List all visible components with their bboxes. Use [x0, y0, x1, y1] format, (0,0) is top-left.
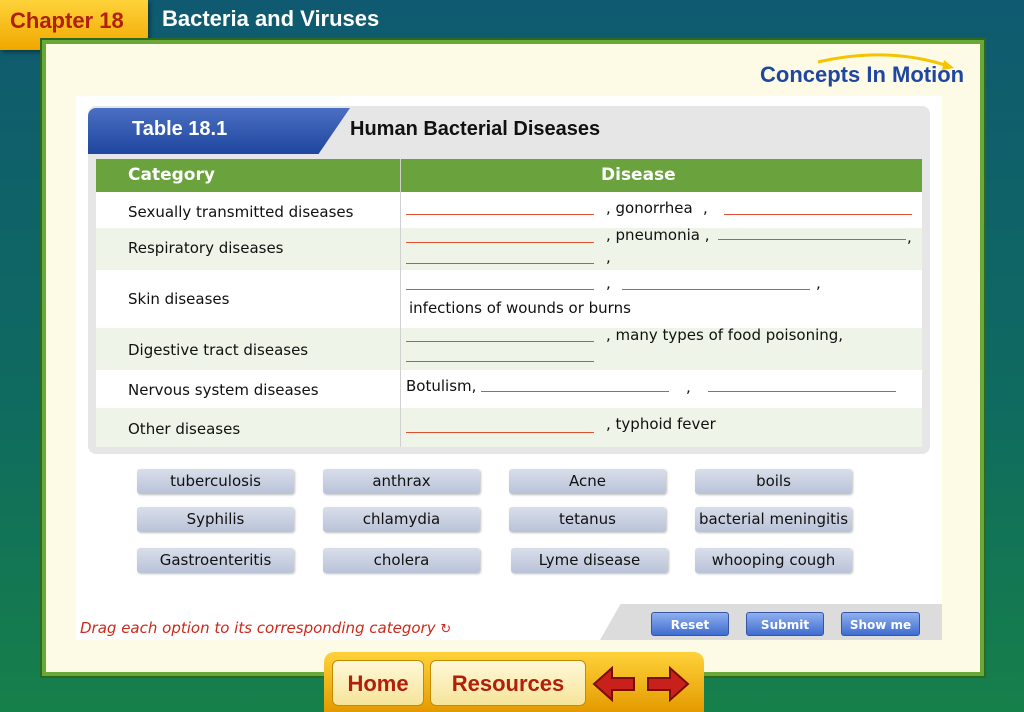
disease-text: ,: [907, 228, 912, 246]
drop-blank[interactable]: [708, 391, 896, 392]
disease-text: ,: [686, 378, 691, 396]
disease-text: ,: [606, 274, 611, 292]
option-tile[interactable]: anthrax: [323, 469, 480, 494]
table-title: Human Bacterial Diseases: [350, 118, 601, 140]
table-row: [96, 408, 922, 447]
drop-blank[interactable]: [406, 341, 594, 342]
disease-text: , typhoid fever: [606, 415, 716, 433]
refresh-icon: ↻: [440, 622, 452, 637]
logo-text: Concepts In Motion: [760, 62, 965, 87]
header-disease: Disease: [601, 165, 676, 185]
column-divider: [400, 159, 401, 447]
back-arrow-icon[interactable]: [590, 664, 638, 704]
category-label: Sexually transmitted diseases: [128, 203, 354, 221]
resources-button[interactable]: Resources: [430, 660, 586, 706]
option-tile[interactable]: chlamydia: [323, 507, 480, 532]
category-label: Digestive tract diseases: [128, 341, 309, 359]
category-label: Respiratory diseases: [128, 239, 284, 257]
drop-blank[interactable]: [406, 242, 594, 243]
disease-text: ,: [816, 274, 821, 292]
disease-text: Botulism,: [406, 377, 477, 395]
drop-blank[interactable]: [406, 263, 594, 264]
chapter-tab: Chapter 18: [0, 0, 148, 50]
instruction-line: [80, 619, 451, 637]
submit-button[interactable]: Submit: [746, 612, 824, 636]
reset-button[interactable]: Reset: [651, 612, 729, 636]
option-tile[interactable]: Lyme disease: [511, 548, 668, 573]
option-tile[interactable]: boils: [695, 469, 852, 494]
concepts-in-motion-logo: [758, 52, 974, 92]
home-button[interactable]: Home: [332, 660, 424, 706]
drop-blank[interactable]: [724, 214, 912, 215]
category-label: Skin diseases: [128, 290, 230, 308]
instruction-text: Drag each option to its corresponding category: [80, 619, 436, 637]
drop-blank[interactable]: [406, 432, 594, 433]
table-row: [96, 370, 922, 408]
forward-arrow-icon[interactable]: [644, 664, 692, 704]
category-label: Nervous system diseases: [128, 381, 319, 399]
option-tile[interactable]: tetanus: [509, 507, 666, 532]
show-me-button[interactable]: Show me: [841, 612, 920, 636]
option-tile[interactable]: Gastroenteritis: [137, 548, 294, 573]
option-tile[interactable]: whooping cough: [695, 548, 852, 573]
drop-blank[interactable]: [406, 214, 594, 215]
disease-text: , pneumonia ,: [606, 226, 710, 244]
table-number: Table 18.1: [132, 118, 228, 140]
disease-text: infections of wounds or burns: [409, 299, 631, 317]
table-row: [96, 192, 922, 228]
option-tile[interactable]: tuberculosis: [137, 469, 294, 494]
option-tile[interactable]: bacterial meningitis: [695, 507, 852, 532]
drop-blank[interactable]: [481, 391, 669, 392]
drop-blank[interactable]: [406, 361, 594, 362]
disease-text: ,: [703, 199, 708, 217]
header-category: Category: [128, 165, 215, 185]
drop-blank[interactable]: [718, 239, 906, 240]
option-tile[interactable]: Syphilis: [137, 507, 294, 532]
option-tile[interactable]: cholera: [323, 548, 480, 573]
disease-text: , many types of food poisoning,: [606, 326, 844, 344]
category-label: Other diseases: [128, 420, 241, 438]
page-title: Bacteria and Viruses: [162, 6, 380, 31]
table-header: [96, 159, 922, 192]
drop-blank[interactable]: [622, 289, 810, 290]
disease-text: ,: [606, 248, 611, 266]
option-tile[interactable]: Acne: [509, 469, 666, 494]
drop-blank[interactable]: [406, 289, 594, 290]
disease-text: , gonorrhea: [606, 199, 693, 217]
